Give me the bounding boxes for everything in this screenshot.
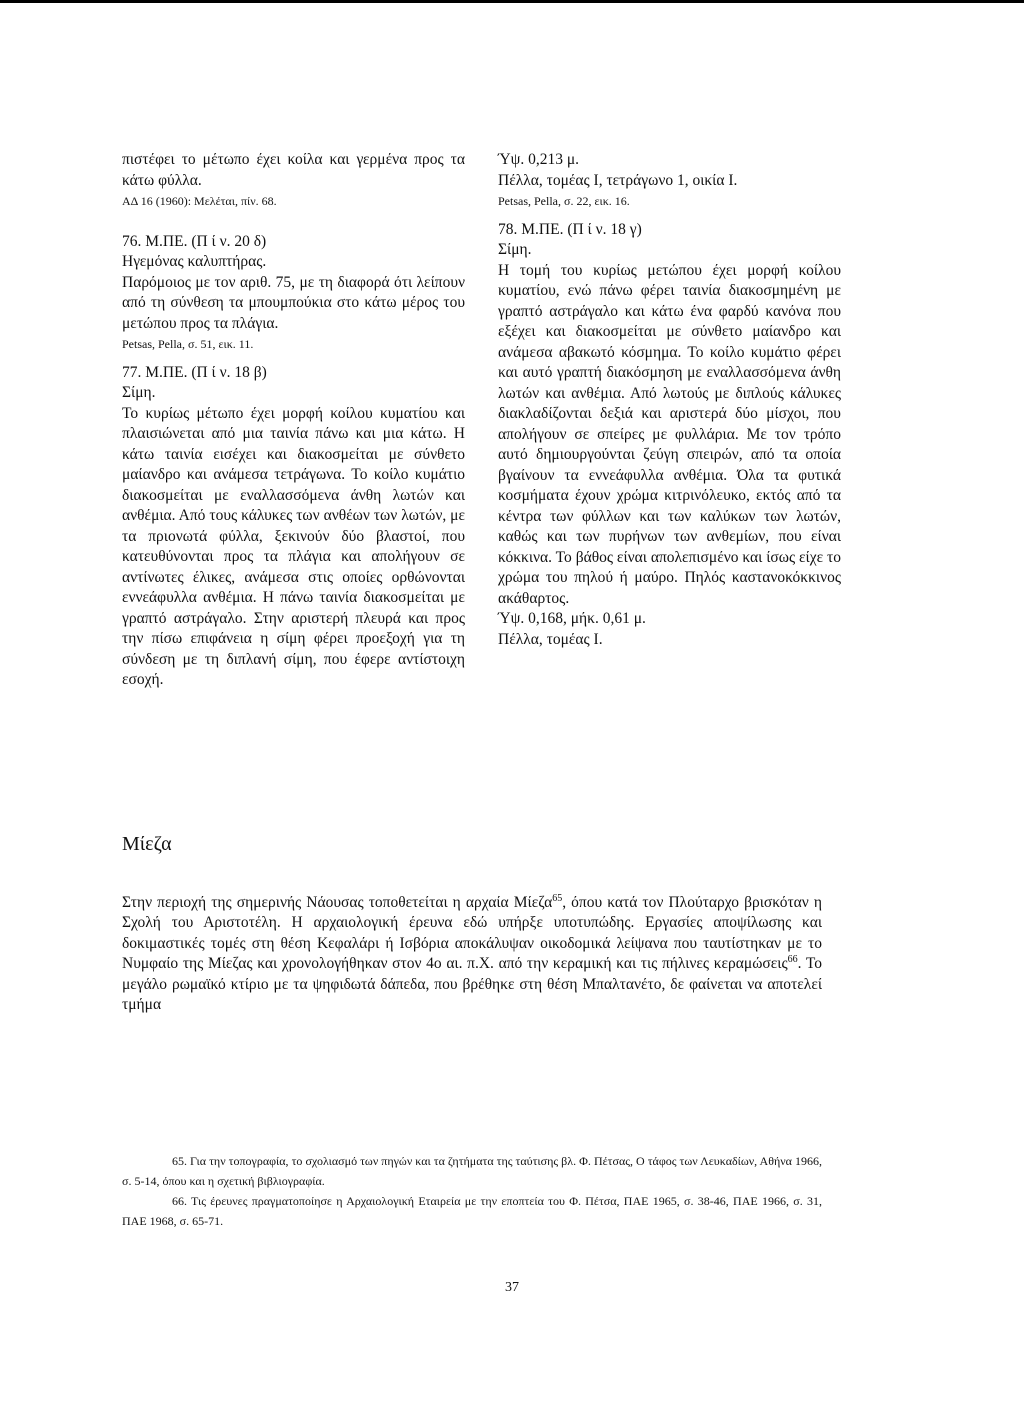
footnote-66-marker: 66 [787,953,798,965]
entry-76-reference: Petsas, Pella, σ. 51, εικ. 11. [122,337,254,351]
intro-reference: ΑΔ 16 (1960): Μελέται, πίν. 68. [122,194,277,208]
intro-text: πιστέφει το μέτωπο έχει κοίλα και γερμένα προς τα κάτω φύλλα. [122,151,465,189]
section-heading: Μίεζα [122,833,172,855]
entry-78-title: Σίμη. [498,241,532,258]
section-body [122,893,822,1016]
page-number: 37 [505,1280,519,1295]
top-border [0,0,1024,3]
entry-76-title: Ηγεμόνας καλυπτήρας. [122,253,267,270]
entry-77-title: Σίμη. [122,384,156,401]
entry-77-reference: Petsas, Pella, σ. 22, εικ. 16. [498,194,630,208]
entry-77-heading: 77. Μ.ΠΕ. (Π ί ν. 18 β) [122,363,267,381]
entry-77-findspot: Πέλλα, τομέας Ι, τετράγωνο 1, οικία Ι. [498,171,738,189]
entry-77-dimensions: Ύψ. 0,213 μ. [498,151,580,168]
entry-76-heading: 76. Μ.ΠΕ. (Π ί ν. 20 δ) [122,232,267,250]
entry-78-heading: 78. Μ.ΠΕ. (Π ί ν. 18 γ) [498,220,642,238]
footnotes [122,1151,822,1231]
section-body-part2: , όπου κατά τον Πλούταρχο βρισκόταν η Σχολή του Αριστοτέλη. Η αρχαιολογική έρευνα εδώ υπήρξε υποτυπώδης. Εργασίες αποψίλωσης και δοκιμαστικές τομές στη θέση Κεφαλάρι ή Ισβόρια αποκάλυψαν οικοδομικά λείψανα που ταυτίστηκαν με το Νυμφαίο της Μίεζας και χρονολογήθηκαν στον 4ο αι. π.Χ. από την κεραμική και τις πήλινες κεραμώσεις [122,893,822,972]
section-body-part3: . Το μεγάλο ρωμαϊκό κτίριο με τα ψηφιδωτά δάπεδα, που βρέθηκε στη θέση Μπαλτανέτο, δε φαίνεται να αποτελεί τμήμα [122,955,822,1013]
entry-78-findspot: Πέλλα, τομέας Ι. [498,630,603,648]
entry-78-text: Η τομή του κυρίως μετώπου έχει μορφή κοίλου κυματίου, ενώ πάνω φέρει ταινία διακοσμημένη με γραπτό αστράγαλο και κάτω ένα φαρδύ κανόνα που εξέχει και διακοσμείται με σύνθετο μαίανδρο και ανάμεσα αβακωτό κόσμημα. Το κοίλο κυμάτιο φέρει και αυτό γραπτή διακόσμηση με εναλλασσόμενα άνθη λωτών και ανθέμια. Από λωτούς με διπλούς κάλυκες διακλαδίζονται δεξιά και αριστερά δύο μίσχοι, που απολήγουν σε σπείρες με φυλλάρια. Με τον τρόπο αυτό δημιουργούνται ζεύγη σπειρών, από τα οποία βγαίνουν τα εννεάφυλλα ανθέμια. Όλα τα φυτικά κοσμήματα έχουν χρώμα κιτρινόλευκο, εκτός από τα κέντρα των φύλλων και των καλύκων των λωτών, καθώς και των πυρήνων των ανθεμίων, που είναι κόκκινα. Το βάθος είναι απολεπισμένο και ίσως είχε το χρώμα του πηλού ή μαύρο. Πηλός καστανοκόκκινος ακάθαρτος. [498,261,841,607]
entry-78-dimensions: Ύψ. 0,168, μήκ. 0,61 μ. [498,610,646,627]
section-body-part1: Στην περιοχή της σημερινής Νάουσας τοποθετείται η αρχαία Μίεζα [122,893,553,911]
entry-77-text: Το κυρίως μέτωπο έχει μορφή κοίλου κυματίου και πλαισιώνεται από μια ταινία πάνω και μια κάτω. Η κάτω ταινία εισέχει και διακοσμείται με σύνθετο μαίανδρο και ανάμεσα τετράγωνα. Το κοίλο κυμάτιο διακοσμείται με εναλλασσόμενα άνθη λωτών και ανθέμια. Από τους κάλυκες των ανθέων των λωτών, με τα πριονωτά φύλλα, ξεκινούν δύο βλαστοί, που κατευθύνονται προς τα πλάγια και απολήγουν σε αντίνωτες έλικες, ανάμεσα στις οποίες ορθώνονται εννεάφυλλα ανθέμια. Η πάνω ταινία διακοσμείται με γραπτό αστράγαλο. Στην αριστερή πλευρά και προς την πίσω επιφάνεια η σίμη φέρει προεξοχή για τη σύνδεση με τη διπλανή σίμη, που έφερε αντίστοιχη εσοχή. [122,404,465,688]
left-column [122,150,465,691]
footnote-65-marker: 65 [552,892,563,904]
footnote-65: 65. Για την τοπογραφία, το σχολιασμό των πηγών και τα ζητήματα της ταύτισης βλ. Φ. Πέτσας, Ο τάφος των Λευκαδίων, Αθήνα 1966, σ. 5-14, όπου και η σχετική βιβλιογραφία. [122,1154,822,1188]
entry-76-text: Παρόμοιος με τον αριθ. 75, με τη διαφορά ότι λείπουν από τη σύνθεση τα μπουμπούκια στο κάτω μέρος του μετώπου προς τα πλάγια. [122,273,465,332]
footnote-66: 66. Τις έρευνες πραγματοποίησε η Αρχαιολογική Εταιρεία με την εποπτεία του Φ. Πέτσα, ΠΑΕ 1965, σ. 38-46, ΠΑΕ 1966, σ. 31, ΠΑΕ 1968, σ. 65-71. [122,1194,822,1228]
right-column [498,150,841,650]
